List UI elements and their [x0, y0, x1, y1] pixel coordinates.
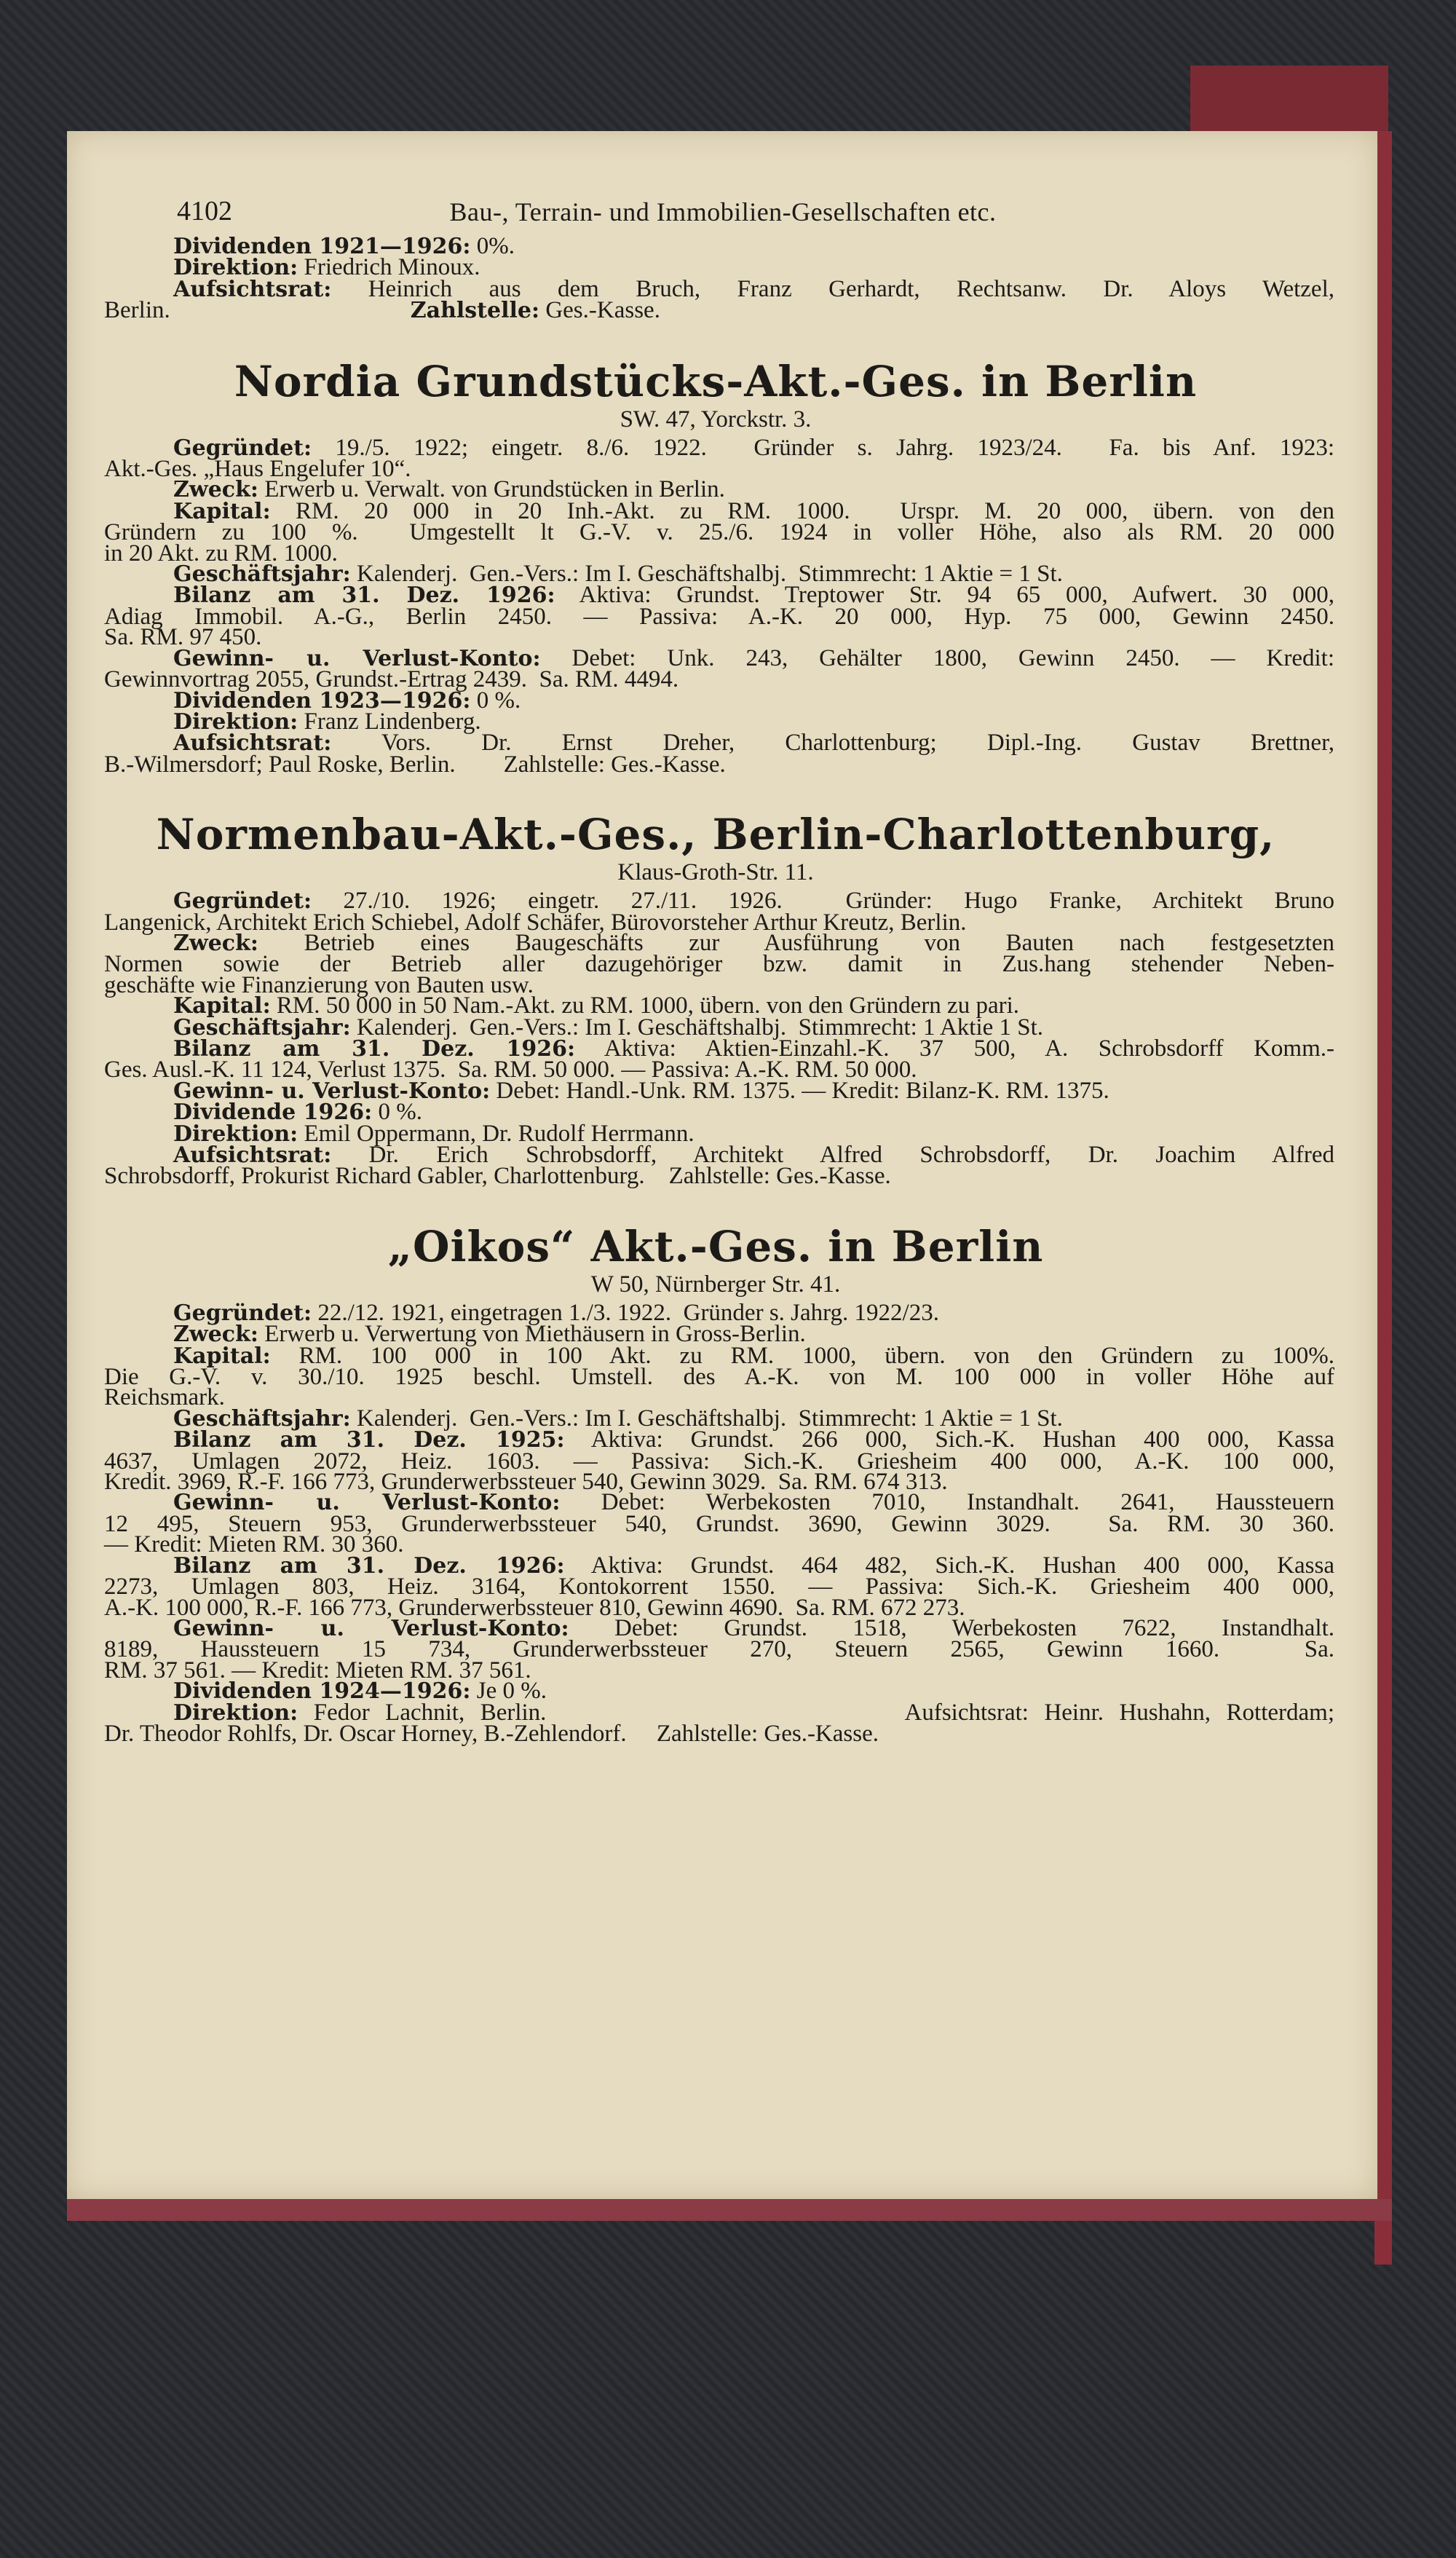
field-text: Kalenderj. Gen.-Vers.: Im I. Geschäftshalbj. Stimmrecht: 1 Aktie = 1 St. — [350, 561, 1063, 588]
field-text: Betrieb eines Baugeschäfts zur Ausführung von Bauten nach festgesetzten — [258, 929, 1334, 956]
field-text: Kalenderj. Gen.-Vers.: Im I. Geschäftshalbj. Stimmrecht: 1 Aktie = 1 St. — [350, 1405, 1063, 1432]
field-text: Emil Oppermann, Dr. Rudolf Herrmann. — [298, 1120, 695, 1147]
nordia-line — [104, 687, 1371, 714]
field-text: 19./5. 1922; eingetr. 8./6. 1922. Gründer s. Jahrg. 1923/24. Fa. bis Anf. 1923: — [312, 434, 1334, 461]
field-text: Ges. Ausl.-K. 11 124, Verlust 1375. Sa. RM. 50 000. — Passiva: A.-K. RM. 50 000. — [104, 1057, 917, 1083]
field-text: Franz Lindenberg. — [298, 708, 481, 735]
field-text: 12 495, Steuern 953, Grunderwerbssteuer 540, Grundst. 3690, Gewinn 3029. Sa. RM. 30 360. — [104, 1510, 1334, 1537]
field-label: Bilanz am 31. Dez. 1926: — [173, 583, 555, 609]
field-text: Dr. Theodor Rohlfs, Dr. Oscar Horney, B.-Zehlendorf. Zahlstelle: Ges.-Kasse. — [104, 1720, 879, 1747]
entry-oikos — [104, 1299, 1371, 1747]
field-text: Aktiva: Grundst. Treptower Str. 94 65 000, Aufwert. 30 000, — [555, 582, 1334, 609]
field-label: Geschäftsjahr: — [173, 1405, 351, 1432]
field-text: Debet: Grundst. 1518, Werbekosten 7622, Instandhalt. — [569, 1614, 1334, 1641]
field-text: Debet: Unk. 243, Gehälter 1800, Gewinn 2450. — Kredit: — [540, 644, 1334, 671]
field-text: B.-Wilmersdorf; Paul Roske, Berlin. Zahlstelle: Ges.-Kasse. — [104, 751, 726, 778]
field-text: Aktiva: Aktien-Einzahl.-K. 37 500, A. Schrobsdorff Komm.- — [575, 1035, 1334, 1062]
address-nordia: SW. 47, Yorckstr. 3. — [620, 406, 812, 433]
field-label: Kapital: — [173, 993, 271, 1019]
running-title: Bau-, Terrain- und Immobilien-Gesellschaften etc. — [449, 197, 997, 226]
field-label: Dividenden 1924—1926: — [173, 1678, 471, 1705]
field-text: 8189, Haussteuern 15 734, Grunderwerbssteuer 270, Steuern 2565, Gewinn 1660. Sa. — [104, 1636, 1334, 1663]
company-title-oikos: „Oikos“ Akt.-Ges. in Berlin — [387, 1221, 1044, 1271]
field-text: in 20 Akt. zu RM. 1000. — [104, 540, 338, 567]
field-text: RM. 50 000 in 50 Nam.-Akt. zu RM. 1000, übern. von den Gründern zu pari. — [270, 992, 1020, 1019]
field-text: geschäfte wie Finanzierung von Bauten usw. — [104, 971, 534, 998]
prev-direktion: Direktion: Friedrich Minoux. — [173, 254, 480, 281]
field-text: Akt.-Ges. „Haus Engelufer 10“. — [104, 456, 411, 483]
field-text: Debet: Handl.-Unk. RM. 1375. — Kredit: Bilanz-K. RM. 1375. — [490, 1077, 1109, 1104]
field-label: Kapital: — [173, 1343, 271, 1369]
field-label: Zweck: — [173, 1322, 258, 1348]
nordia-line — [104, 751, 1371, 778]
normenbau-line — [104, 1077, 1371, 1104]
field-text: 0 %. — [372, 1099, 422, 1126]
field-label: Zweck: — [173, 477, 258, 503]
company-title-nordia: Nordia Grundstücks-Akt.-Ges. in Berlin — [234, 356, 1198, 406]
field-text: 27./10. 1926; eingetr. 27./11. 1926. Gründer: Hugo Franke, Architekt Bruno — [312, 888, 1334, 915]
field-label: Gewinn- u. Verlust-Konto: — [173, 645, 541, 671]
field-text: 22./12. 1921, eingetragen 1./3. 1922. Gründer s. Jahrg. 1922/23. — [312, 1299, 939, 1326]
field-label: Dividende 1926: — [173, 1100, 373, 1126]
field-label: Bilanz am 31. Dez. 1925: — [173, 1427, 565, 1453]
prev-dividends: Dividenden 1921—1926: 0%. — [173, 233, 515, 259]
nordia-line — [104, 603, 1371, 630]
field-text: 4637, Umlagen 2072, Heiz. 1603. — Passiva: Sich.-K. Griesheim 400 000, A.-K. 100 000, — [104, 1448, 1334, 1475]
field-text: Vors. Dr. Ernst Dreher, Charlottenburg; Dipl.-Ing. Gustav Brettner, — [331, 730, 1334, 757]
field-text: Sa. RM. 97 450. — [104, 624, 262, 651]
field-text: Gewinnvortrag 2055, Grundst.-Ertrag 2439. Sa. RM. 4494. — [104, 666, 679, 693]
field-label: Aufsichtsrat: — [173, 1142, 332, 1168]
field-text: Gründern zu 100 %. Umgestellt lt G.-V. v. 25./6. 1924 in voller Höhe, also als RM. 20 000 — [104, 519, 1334, 546]
field-label: Geschäftsjahr: — [173, 561, 351, 588]
entry-normenbau — [104, 888, 1371, 1190]
field-label: Gewinn- u. Verlust-Konto: — [173, 1615, 569, 1641]
field-label: Gewinn- u. Verlust-Konto: — [173, 1078, 491, 1104]
normenbau-line — [104, 1099, 1371, 1126]
field-text: Erwerb u. Verwalt. von Grundstücken in Berlin. — [258, 476, 725, 503]
field-text: Aktiva: Grundst. 266 000, Sich.-K. Hushan 400 000, Kassa — [564, 1426, 1334, 1453]
field-text: A.-K. 100 000, R.-F. 166 773, Grunderwerbssteuer 810, Gewinn 4690. Sa. RM. 672 273. — [104, 1594, 965, 1621]
book-bottom-edge — [67, 2199, 1392, 2221]
field-text: Dr. Erich Schrobsdorff, Architekt Alfred Schrobsdorff, Dr. Joachim Alfred — [331, 1142, 1334, 1168]
address-normenbau: Klaus-Groth-Str. 11. — [617, 859, 814, 886]
field-label: Gegründet: — [173, 435, 312, 461]
field-label: Kapital: — [173, 498, 271, 524]
field-label: Aufsichtsrat: — [173, 730, 332, 757]
field-label: Dividenden 1923—1926: — [173, 687, 471, 714]
field-text: RM. 20 000 in 20 Inh.-Akt. zu RM. 1000. Urspr. M. 20 000, übern. von den — [270, 497, 1334, 524]
field-label: Direktion: — [173, 1121, 298, 1147]
field-text: Die G.-V. v. 30./10. 1925 beschl. Umstell. des A.-K. von M. 100 000 in voller Höhe auf — [104, 1364, 1334, 1391]
field-text: — Kredit: Mieten RM. 30 360. — [104, 1531, 404, 1558]
field-text: Reichsmark. — [104, 1384, 225, 1411]
normenbau-line — [104, 1163, 1371, 1190]
prev-aufsichtsrat: Aufsichtsrat: Heinrich aus dem Bruch, Franz Gerhardt, Rechtsanw. Dr. Aloys Wetzel, — [173, 275, 1334, 302]
page-content — [104, 191, 1371, 1747]
field-label: Zweck: — [173, 930, 258, 956]
field-text: Schrobsdorff, Prokurist Richard Gabler, Charlottenburg. Zahlstelle: Ges.-Kasse. — [104, 1163, 891, 1190]
oikos-line — [104, 1657, 1371, 1683]
prev-zahlstelle: Berlin. Zahlstelle: Ges.-Kasse. — [104, 297, 660, 324]
page-header — [104, 191, 1371, 236]
field-label: Gewinn- u. Verlust-Konto: — [173, 1490, 561, 1516]
field-label: Bilanz am 31. Dez. 1926: — [173, 1035, 576, 1062]
field-label: Direktion: — [173, 1700, 298, 1726]
field-text: 0 %. — [470, 687, 521, 714]
field-label: Direktion: — [173, 708, 298, 735]
nordia-line — [104, 666, 1371, 693]
field-text: Adiag Immobil. A.-G., Berlin 2450. — Passiva: A.-K. 20 000, Hyp. 75 000, Gewinn 2450. — [104, 603, 1334, 630]
field-text: 2273, Umlagen 803, Heiz. 3164, Kontokorrent 1550. — Passiva: Sich.-K. Griesheim 400 000, — [104, 1574, 1334, 1600]
page-number: 4102 — [177, 196, 232, 226]
previous-entry-tail — [104, 233, 1371, 302]
field-label: Gegründet: — [173, 888, 312, 915]
entry-nordia — [104, 434, 1371, 778]
field-label: Geschäftsjahr: — [173, 1014, 351, 1041]
company-title-normenbau: Normenbau-Akt.-Ges., Berlin-Charlottenburg, — [156, 810, 1275, 860]
address-oikos: W 50, Nürnberger Str. 41. — [590, 1271, 841, 1298]
field-text: RM. 100 000 in 100 Akt. zu RM. 1000, übern. von den Gründern zu 100%. — [270, 1342, 1334, 1369]
field-text: Fedor Lachnit, Berlin. Aufsichtsrat: Heinr. Hushahn, Rotterdam; — [298, 1699, 1334, 1726]
oikos-line — [104, 1720, 1371, 1747]
field-text: RM. 37 561. — Kredit: Mieten RM. 37 561. — [104, 1657, 531, 1683]
field-text: Langenick, Architekt Erich Schiebel, Adolf Schäfer, Bürovorsteher Arthur Kreutz, Berlin. — [104, 909, 967, 936]
field-text: Kalenderj. Gen.-Vers.: Im I. Geschäftshalbj. Stimmrecht: 1 Aktie 1 St. — [350, 1014, 1044, 1041]
field-label: Bilanz am 31. Dez. 1926: — [173, 1552, 565, 1579]
oikos-line — [104, 1364, 1371, 1391]
field-text: Debet: Werbekosten 7010, Instandhalt. 2641, Haussteuern — [560, 1489, 1334, 1516]
field-text: Kredit. 3969, R.-F. 166 773, Grunderwerbssteuer 540, Gewinn 3029. Sa. RM. 674 313. — [104, 1469, 948, 1496]
field-text: Normen sowie der Betrieb aller dazugehöriger bzw. damit in Zus.hang stehender Neben- — [104, 951, 1334, 978]
field-text: Aktiva: Grundst. 464 482, Sich.-K. Hushan 400 000, Kassa — [564, 1552, 1334, 1579]
field-text: Je 0 %. — [470, 1678, 547, 1705]
field-label: Gegründet: — [173, 1300, 312, 1326]
field-text: Erwerb u. Verwertung von Miethäusern in Gross-Berlin. — [258, 1321, 806, 1348]
